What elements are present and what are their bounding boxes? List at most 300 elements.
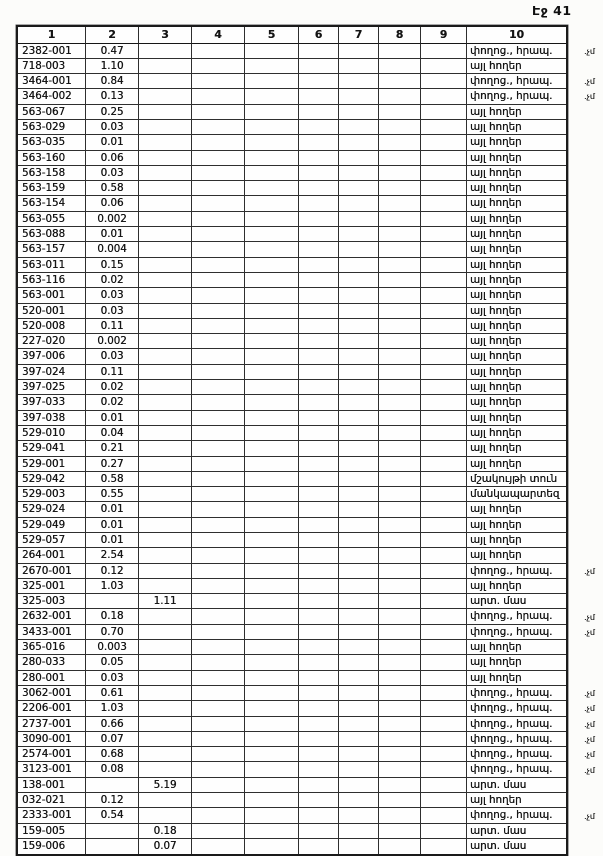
value-cell-col4 bbox=[192, 44, 245, 59]
value-cell-col4 bbox=[192, 732, 245, 747]
value-cell-col4 bbox=[192, 151, 245, 166]
value-cell-col8 bbox=[379, 640, 421, 655]
table-row bbox=[18, 426, 566, 441]
value-cell-col8 bbox=[379, 120, 421, 135]
parcel-id-cell: 563-067 bbox=[18, 105, 86, 120]
value-cell-col5 bbox=[245, 594, 299, 609]
value-cell-col2: 0.03 bbox=[86, 120, 139, 135]
parcel-id-cell: 529-024 bbox=[18, 502, 86, 517]
value-cell-col8 bbox=[379, 273, 421, 288]
land-type-cell: այլ հողեր bbox=[467, 181, 566, 196]
value-cell-col9 bbox=[421, 151, 467, 166]
value-cell-col4 bbox=[192, 717, 245, 732]
value-cell-col4 bbox=[192, 411, 245, 426]
value-cell-col9 bbox=[421, 105, 467, 120]
table-row bbox=[18, 839, 566, 854]
table-row bbox=[18, 395, 566, 410]
value-cell-col3 bbox=[139, 242, 192, 257]
value-cell-col4 bbox=[192, 304, 245, 319]
value-cell-col9 bbox=[421, 227, 467, 242]
parcel-id-cell: 325-003 bbox=[18, 594, 86, 609]
value-cell-col6 bbox=[299, 824, 339, 839]
value-cell-col4 bbox=[192, 808, 245, 823]
land-type-cell: փողոց., հրապ. bbox=[467, 44, 566, 59]
value-cell-col6 bbox=[299, 258, 339, 273]
value-cell-col4 bbox=[192, 380, 245, 395]
value-cell-col5 bbox=[245, 671, 299, 686]
value-cell-col2: 0.05 bbox=[86, 655, 139, 670]
value-cell-col2: 0.55 bbox=[86, 487, 139, 502]
value-cell-col4 bbox=[192, 609, 245, 624]
value-cell-col5 bbox=[245, 411, 299, 426]
value-cell-col8 bbox=[379, 564, 421, 579]
value-cell-col5 bbox=[245, 395, 299, 410]
parcel-id-cell: 529-049 bbox=[18, 518, 86, 533]
value-cell-col5 bbox=[245, 227, 299, 242]
parcel-id-cell: 529-042 bbox=[18, 472, 86, 487]
value-cell-col2: 1.03 bbox=[86, 701, 139, 716]
value-cell-col3 bbox=[139, 59, 192, 74]
parcel-id-cell: 227-020 bbox=[18, 334, 86, 349]
land-type-cell: այլ հողեր bbox=[467, 242, 566, 257]
value-cell-col6 bbox=[299, 395, 339, 410]
value-cell-col8 bbox=[379, 609, 421, 624]
value-cell-col8 bbox=[379, 793, 421, 808]
value-cell-col4 bbox=[192, 212, 245, 227]
value-cell-col9 bbox=[421, 655, 467, 670]
value-cell-col2: 0.02 bbox=[86, 273, 139, 288]
value-cell-col6 bbox=[299, 548, 339, 563]
value-cell-col8 bbox=[379, 717, 421, 732]
header-cell-3: 3 bbox=[139, 27, 192, 44]
value-cell-col9 bbox=[421, 701, 467, 716]
value-cell-col7 bbox=[339, 242, 379, 257]
table-header-row bbox=[18, 27, 566, 44]
value-cell-col2: 0.18 bbox=[86, 609, 139, 624]
table-row bbox=[18, 227, 566, 242]
table-row bbox=[18, 686, 566, 701]
value-cell-col3 bbox=[139, 502, 192, 517]
value-cell-col6 bbox=[299, 120, 339, 135]
value-cell-col7 bbox=[339, 778, 379, 793]
value-cell-col5 bbox=[245, 242, 299, 257]
value-cell-col2: 0.61 bbox=[86, 686, 139, 701]
value-cell-col7 bbox=[339, 747, 379, 762]
value-cell-col8 bbox=[379, 487, 421, 502]
value-cell-col2: 0.03 bbox=[86, 166, 139, 181]
value-cell-col6 bbox=[299, 701, 339, 716]
value-cell-col9 bbox=[421, 365, 467, 380]
parcel-id-cell: 563-088 bbox=[18, 227, 86, 242]
value-cell-col4 bbox=[192, 89, 245, 104]
land-type-cell: այլ հողեր bbox=[467, 640, 566, 655]
value-cell-col6 bbox=[299, 686, 339, 701]
value-cell-col7 bbox=[339, 426, 379, 441]
value-cell-col6 bbox=[299, 839, 339, 854]
value-cell-col7 bbox=[339, 548, 379, 563]
value-cell-col8 bbox=[379, 59, 421, 74]
value-cell-col2: 0.002 bbox=[86, 334, 139, 349]
parcel-id-cell: 563-157 bbox=[18, 242, 86, 257]
value-cell-col3 bbox=[139, 472, 192, 487]
value-cell-col3 bbox=[139, 273, 192, 288]
value-cell-col7 bbox=[339, 212, 379, 227]
table-row bbox=[18, 640, 566, 655]
parcel-id-cell: 520-008 bbox=[18, 319, 86, 334]
value-cell-col9 bbox=[421, 395, 467, 410]
value-cell-col7 bbox=[339, 808, 379, 823]
handwritten-margin-mark: .չմ bbox=[584, 46, 595, 56]
value-cell-col6 bbox=[299, 105, 339, 120]
value-cell-col8 bbox=[379, 472, 421, 487]
value-cell-col4 bbox=[192, 640, 245, 655]
value-cell-col7 bbox=[339, 304, 379, 319]
parcel-id-cell: 563-158 bbox=[18, 166, 86, 181]
value-cell-col9 bbox=[421, 732, 467, 747]
value-cell-col3 bbox=[139, 120, 192, 135]
value-cell-col8 bbox=[379, 242, 421, 257]
land-type-cell: այլ հողեր bbox=[467, 227, 566, 242]
value-cell-col2: 0.11 bbox=[86, 365, 139, 380]
value-cell-col3 bbox=[139, 717, 192, 732]
land-type-cell: փողոց., հրապ. bbox=[467, 701, 566, 716]
parcel-id-cell: 397-025 bbox=[18, 380, 86, 395]
value-cell-col2: 0.58 bbox=[86, 472, 139, 487]
value-cell-col8 bbox=[379, 594, 421, 609]
value-cell-col4 bbox=[192, 74, 245, 89]
value-cell-col8 bbox=[379, 395, 421, 410]
value-cell-col6 bbox=[299, 74, 339, 89]
value-cell-col2: 0.01 bbox=[86, 411, 139, 426]
value-cell-col9 bbox=[421, 457, 467, 472]
value-cell-col9 bbox=[421, 808, 467, 823]
value-cell-col5 bbox=[245, 640, 299, 655]
value-cell-col4 bbox=[192, 625, 245, 640]
parcel-id-cell: 563-154 bbox=[18, 196, 86, 211]
parcel-id-cell: 397-024 bbox=[18, 365, 86, 380]
value-cell-col8 bbox=[379, 288, 421, 303]
value-cell-col9 bbox=[421, 120, 467, 135]
value-cell-col7 bbox=[339, 732, 379, 747]
value-cell-col5 bbox=[245, 717, 299, 732]
land-type-cell: այլ հողեր bbox=[467, 349, 566, 364]
land-type-cell: այլ հողեր bbox=[467, 380, 566, 395]
value-cell-col4 bbox=[192, 487, 245, 502]
value-cell-col3 bbox=[139, 365, 192, 380]
value-cell-col8 bbox=[379, 44, 421, 59]
value-cell-col5 bbox=[245, 732, 299, 747]
handwritten-margin-mark: .չմ bbox=[584, 627, 595, 637]
value-cell-col5 bbox=[245, 778, 299, 793]
value-cell-col7 bbox=[339, 487, 379, 502]
value-cell-col4 bbox=[192, 824, 245, 839]
value-cell-col9 bbox=[421, 533, 467, 548]
handwritten-margin-mark: .չմ bbox=[584, 566, 595, 576]
value-cell-col2: 0.01 bbox=[86, 533, 139, 548]
value-cell-col4 bbox=[192, 778, 245, 793]
land-type-cell: փողոց., հրապ. bbox=[467, 564, 566, 579]
value-cell-col7 bbox=[339, 258, 379, 273]
value-cell-col2: 0.06 bbox=[86, 151, 139, 166]
value-cell-col7 bbox=[339, 472, 379, 487]
table-row bbox=[18, 411, 566, 426]
value-cell-col3 bbox=[139, 762, 192, 777]
value-cell-col3: 0.07 bbox=[139, 839, 192, 854]
value-cell-col6 bbox=[299, 319, 339, 334]
land-type-cell: փողոց., հրապ. bbox=[467, 808, 566, 823]
land-type-cell: այլ հողեր bbox=[467, 120, 566, 135]
value-cell-col8 bbox=[379, 747, 421, 762]
table-row bbox=[18, 609, 566, 624]
land-type-cell: փողոց., հրապ. bbox=[467, 609, 566, 624]
header-cell-8: 8 bbox=[379, 27, 421, 44]
parcel-id-cell: 365-016 bbox=[18, 640, 86, 655]
value-cell-col6 bbox=[299, 732, 339, 747]
table-row bbox=[18, 334, 566, 349]
value-cell-col2: 0.54 bbox=[86, 808, 139, 823]
table-row bbox=[18, 304, 566, 319]
land-type-cell: այլ հողեր bbox=[467, 319, 566, 334]
value-cell-col3 bbox=[139, 395, 192, 410]
land-type-cell: այլ հողեր bbox=[467, 166, 566, 181]
value-cell-col3 bbox=[139, 609, 192, 624]
value-cell-col6 bbox=[299, 304, 339, 319]
value-cell-col5 bbox=[245, 762, 299, 777]
value-cell-col2: 0.25 bbox=[86, 105, 139, 120]
value-cell-col7 bbox=[339, 181, 379, 196]
table-row bbox=[18, 120, 566, 135]
value-cell-col4 bbox=[192, 502, 245, 517]
header-cell-2: 2 bbox=[86, 27, 139, 44]
value-cell-col5 bbox=[245, 166, 299, 181]
value-cell-col3 bbox=[139, 135, 192, 150]
value-cell-col9 bbox=[421, 196, 467, 211]
value-cell-col5 bbox=[245, 793, 299, 808]
value-cell-col8 bbox=[379, 166, 421, 181]
parcel-id-cell: 032-021 bbox=[18, 793, 86, 808]
handwritten-margin-mark: .չմ bbox=[584, 704, 595, 714]
parcel-id-cell: 3464-001 bbox=[18, 74, 86, 89]
value-cell-col2: 0.002 bbox=[86, 212, 139, 227]
value-cell-col8 bbox=[379, 304, 421, 319]
header-cell-5: 5 bbox=[245, 27, 299, 44]
value-cell-col5 bbox=[245, 181, 299, 196]
parcel-id-cell: 3464-002 bbox=[18, 89, 86, 104]
value-cell-col5 bbox=[245, 349, 299, 364]
value-cell-col9 bbox=[421, 487, 467, 502]
value-cell-col4 bbox=[192, 701, 245, 716]
value-cell-col9 bbox=[421, 166, 467, 181]
value-cell-col7 bbox=[339, 135, 379, 150]
value-cell-col3 bbox=[139, 380, 192, 395]
value-cell-col5 bbox=[245, 151, 299, 166]
value-cell-col2: 0.04 bbox=[86, 426, 139, 441]
value-cell-col6 bbox=[299, 273, 339, 288]
value-cell-col3 bbox=[139, 181, 192, 196]
value-cell-col7 bbox=[339, 196, 379, 211]
table-row bbox=[18, 533, 566, 548]
parcel-id-cell: 159-005 bbox=[18, 824, 86, 839]
value-cell-col8 bbox=[379, 518, 421, 533]
value-cell-col5 bbox=[245, 487, 299, 502]
value-cell-col6 bbox=[299, 181, 339, 196]
value-cell-col5 bbox=[245, 472, 299, 487]
value-cell-col8 bbox=[379, 625, 421, 640]
value-cell-col9 bbox=[421, 135, 467, 150]
value-cell-col8 bbox=[379, 380, 421, 395]
value-cell-col6 bbox=[299, 655, 339, 670]
value-cell-col9 bbox=[421, 717, 467, 732]
table-row bbox=[18, 181, 566, 196]
land-type-cell: մշակույթի տուն bbox=[467, 472, 566, 487]
land-type-cell: այլ հողեր bbox=[467, 135, 566, 150]
value-cell-col6 bbox=[299, 594, 339, 609]
value-cell-col7 bbox=[339, 120, 379, 135]
land-type-cell: այլ հողեր bbox=[467, 365, 566, 380]
table-row bbox=[18, 349, 566, 364]
table-row bbox=[18, 135, 566, 150]
header-cell-7: 7 bbox=[339, 27, 379, 44]
value-cell-col8 bbox=[379, 502, 421, 517]
handwritten-margin-mark: .չմ bbox=[584, 689, 595, 699]
value-cell-col4 bbox=[192, 395, 245, 410]
value-cell-col4 bbox=[192, 686, 245, 701]
value-cell-col5 bbox=[245, 365, 299, 380]
value-cell-col6 bbox=[299, 380, 339, 395]
value-cell-col4 bbox=[192, 181, 245, 196]
value-cell-col6 bbox=[299, 808, 339, 823]
land-type-cell: փողոց., հրապ. bbox=[467, 625, 566, 640]
value-cell-col2: 0.68 bbox=[86, 747, 139, 762]
parcel-id-cell: 563-116 bbox=[18, 273, 86, 288]
land-type-cell: փողոց., հրապ. bbox=[467, 747, 566, 762]
value-cell-col6 bbox=[299, 487, 339, 502]
value-cell-col7 bbox=[339, 89, 379, 104]
land-type-cell: փողոց., հրապ. bbox=[467, 732, 566, 747]
value-cell-col6 bbox=[299, 533, 339, 548]
land-type-cell: այլ հողեր bbox=[467, 258, 566, 273]
value-cell-col7 bbox=[339, 518, 379, 533]
value-cell-col9 bbox=[421, 609, 467, 624]
value-cell-col2: 0.07 bbox=[86, 732, 139, 747]
value-cell-col7 bbox=[339, 502, 379, 517]
value-cell-col3: 0.18 bbox=[139, 824, 192, 839]
value-cell-col3 bbox=[139, 579, 192, 594]
value-cell-col9 bbox=[421, 74, 467, 89]
value-cell-col6 bbox=[299, 89, 339, 104]
value-cell-col6 bbox=[299, 640, 339, 655]
value-cell-col7 bbox=[339, 59, 379, 74]
value-cell-col7 bbox=[339, 411, 379, 426]
value-cell-col8 bbox=[379, 74, 421, 89]
land-type-cell: այլ հողեր bbox=[467, 793, 566, 808]
value-cell-col9 bbox=[421, 824, 467, 839]
value-cell-col3 bbox=[139, 533, 192, 548]
value-cell-col7 bbox=[339, 319, 379, 334]
value-cell-col7 bbox=[339, 105, 379, 120]
parcel-id-cell: 3090-001 bbox=[18, 732, 86, 747]
value-cell-col7 bbox=[339, 564, 379, 579]
parcel-id-cell: 397-006 bbox=[18, 349, 86, 364]
value-cell-col4 bbox=[192, 793, 245, 808]
value-cell-col8 bbox=[379, 808, 421, 823]
handwritten-margin-mark: .չմ bbox=[584, 612, 595, 622]
value-cell-col5 bbox=[245, 334, 299, 349]
value-cell-col5 bbox=[245, 89, 299, 104]
value-cell-col4 bbox=[192, 288, 245, 303]
value-cell-col3 bbox=[139, 732, 192, 747]
value-cell-col8 bbox=[379, 457, 421, 472]
value-cell-col2: 0.12 bbox=[86, 564, 139, 579]
value-cell-col6 bbox=[299, 762, 339, 777]
land-type-cell: փողոց., հրապ. bbox=[467, 762, 566, 777]
value-cell-col4 bbox=[192, 120, 245, 135]
value-cell-col9 bbox=[421, 579, 467, 594]
value-cell-col8 bbox=[379, 196, 421, 211]
value-cell-col3 bbox=[139, 304, 192, 319]
handwritten-margin-mark: .չմ bbox=[584, 765, 595, 775]
value-cell-col8 bbox=[379, 227, 421, 242]
value-cell-col9 bbox=[421, 304, 467, 319]
value-cell-col9 bbox=[421, 59, 467, 74]
value-cell-col2 bbox=[86, 778, 139, 793]
land-type-cell: այլ հողեր bbox=[467, 151, 566, 166]
value-cell-col8 bbox=[379, 655, 421, 670]
value-cell-col7 bbox=[339, 227, 379, 242]
land-type-cell: այլ հողեր bbox=[467, 304, 566, 319]
value-cell-col8 bbox=[379, 181, 421, 196]
table-row bbox=[18, 487, 566, 502]
land-type-cell: այլ հողեր bbox=[467, 671, 566, 686]
parcel-id-cell: 563-159 bbox=[18, 181, 86, 196]
table-row bbox=[18, 472, 566, 487]
value-cell-col6 bbox=[299, 59, 339, 74]
value-cell-col8 bbox=[379, 548, 421, 563]
parcel-id-cell: 2737-001 bbox=[18, 717, 86, 732]
value-cell-col6 bbox=[299, 778, 339, 793]
value-cell-col7 bbox=[339, 74, 379, 89]
value-cell-col6 bbox=[299, 747, 339, 762]
value-cell-col9 bbox=[421, 839, 467, 854]
land-type-cell: այլ հողեր bbox=[467, 457, 566, 472]
value-cell-col6 bbox=[299, 135, 339, 150]
value-cell-col4 bbox=[192, 533, 245, 548]
parcel-id-cell: 529-057 bbox=[18, 533, 86, 548]
value-cell-col5 bbox=[245, 625, 299, 640]
land-type-cell: արտ. մաս bbox=[467, 594, 566, 609]
value-cell-col2: 1.03 bbox=[86, 579, 139, 594]
value-cell-col9 bbox=[421, 212, 467, 227]
value-cell-col7 bbox=[339, 44, 379, 59]
value-cell-col6 bbox=[299, 793, 339, 808]
value-cell-col3 bbox=[139, 625, 192, 640]
land-type-cell: մանկապարտեզ bbox=[467, 487, 566, 502]
value-cell-col8 bbox=[379, 135, 421, 150]
value-cell-col4 bbox=[192, 518, 245, 533]
value-cell-col5 bbox=[245, 579, 299, 594]
value-cell-col9 bbox=[421, 441, 467, 456]
table-row bbox=[18, 151, 566, 166]
value-cell-col6 bbox=[299, 502, 339, 517]
value-cell-col5 bbox=[245, 196, 299, 211]
value-cell-col6 bbox=[299, 288, 339, 303]
value-cell-col3 bbox=[139, 518, 192, 533]
table-row bbox=[18, 44, 566, 59]
value-cell-col4 bbox=[192, 105, 245, 120]
value-cell-col7 bbox=[339, 609, 379, 624]
value-cell-col2 bbox=[86, 824, 139, 839]
value-cell-col8 bbox=[379, 319, 421, 334]
